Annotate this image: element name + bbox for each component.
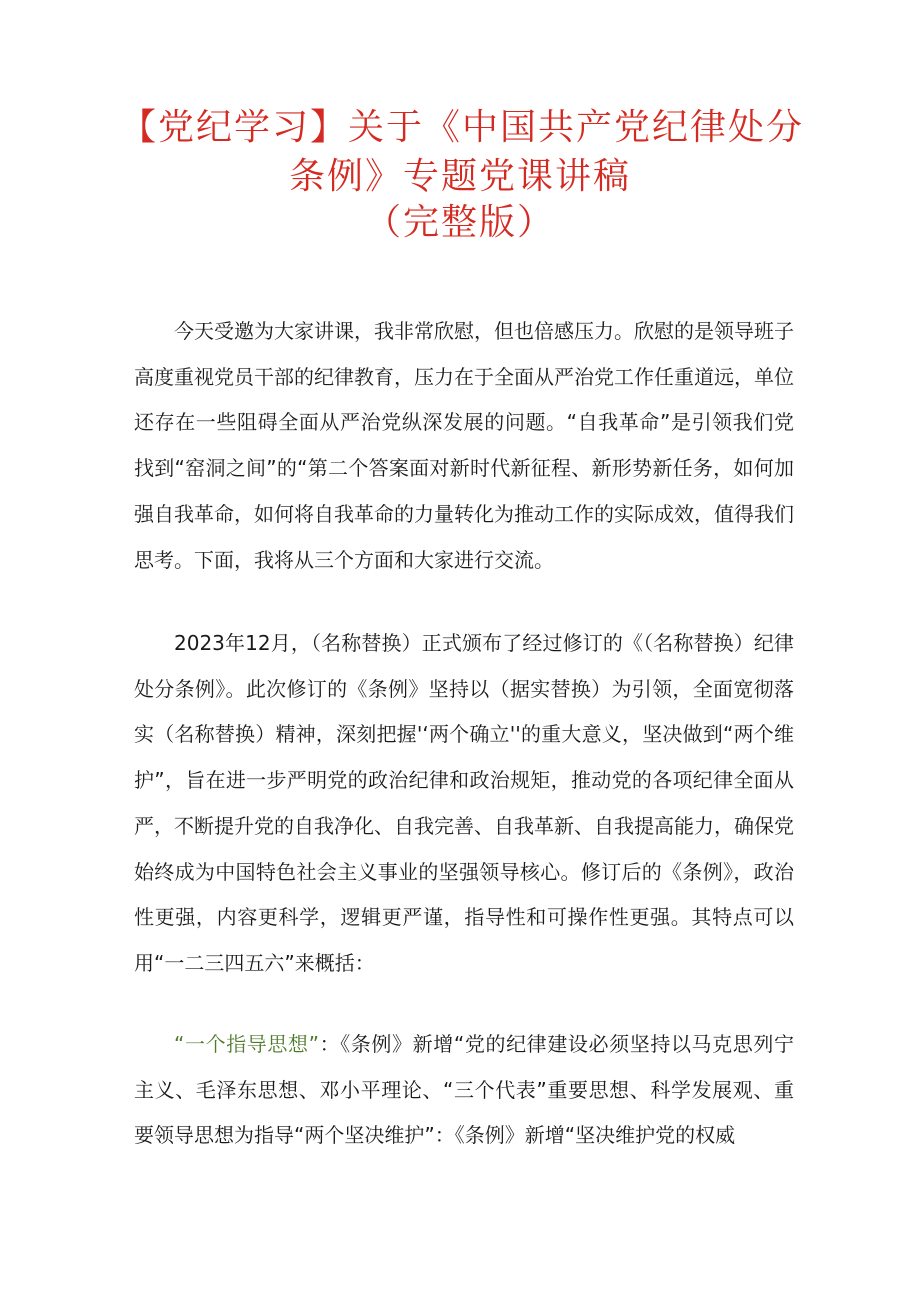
paragraph-intro: 今天受邀为大家讲课，我非常欣慰，但也倍感压力。欣慰的是领导班子高度重视党员干部的纪律教育，压力在于全面从严治党工作任重道远，单位还存在一些阻碍全面从严治党纵深发展的问题。“自我革命”是引领我们党找到“窑洞之间”的“第二个答案面对新时代新征程、新形势新任务，如何加强自我革命，如何将自我革命的力量转化为推动工作的实际成效，值得我们思考。下面，我将从三个方面和大家进行交流。	[134, 319, 794, 572]
paragraph-guiding-ideology	[134, 1022, 794, 1159]
highlight-one-guiding-ideology: “一个指导思想”	[174, 1032, 319, 1056]
document-title-line-1: 【党纪学习】关于《中国共产党纪律处分	[120, 107, 805, 148]
paragraph-regulation-revision: 2023年12月，（名称替换）正式颁布了经过修订的《（名称替换）纪律处分条例》。此次修订的《条例》坚持以（据实替换）为引领，全面宽彻落实（名称替换）精神，深刻把握'‘两个确立''的重大意义，坚决做到“两个维护”，旨在进一步严明党的政治纪律和政治规矩，推动党的各项纪律全面从严，不断提升党的自我净化、自我完善、自我革新、自我提高能力，确保党始终成为中国特色社会主义事业的坚强领导核心。修订后的《条例》，政治性更强，内容更科学，逻辑更严谨，指导性和可操作性更强。其特点可以用“一二三四五六”来概括：	[134, 631, 794, 975]
document-title-line-3: （完整版）	[364, 202, 555, 243]
document-title-line-2: 条例》专题党课讲稿	[288, 156, 631, 197]
paragraph-guiding-ideology-text: ：《条例》新增“党的纪律建设必须坚持以马克思列宁主义、毛泽东思想、邓小平理论、“三个代表”重要思想、科学发展观、重要领导思想为指导“两个坚决维护”：《条例》新增“坚决维护党的权威	[134, 1032, 794, 1148]
